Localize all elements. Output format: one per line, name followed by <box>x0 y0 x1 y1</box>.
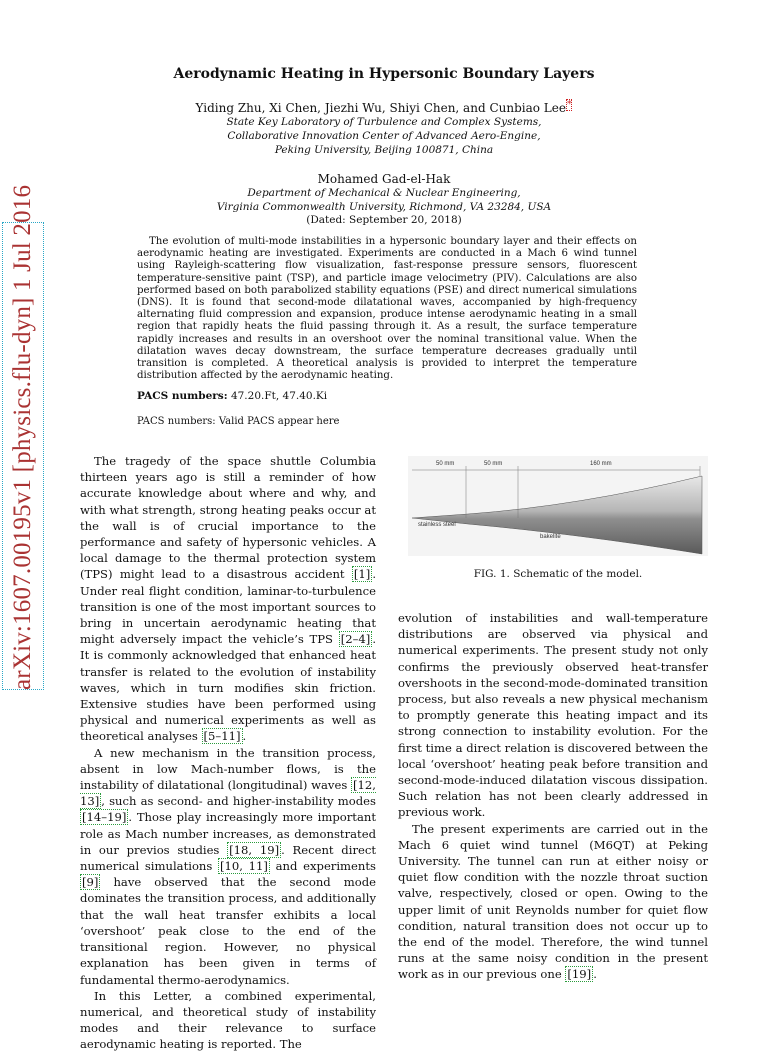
affiliation-2-line-2: Virginia Commonwealth University, Richmond, VA 23284, USA <box>216 201 552 213</box>
pacs-label: PACS numbers: <box>137 390 228 402</box>
pacs-line <box>137 390 327 402</box>
citation-link[interactable]: [9] <box>82 875 99 890</box>
pacs-values: 47.20.Ft, 47.40.Ki <box>230 390 328 402</box>
affiliation-1-line-2: Collaborative Innovation Center of Advanced Aero-Engine, <box>227 130 541 142</box>
dim-label-1: 50 mm <box>436 461 455 467</box>
arxiv-identifier[interactable]: arXiv:1607.00195v1 [physics.flu-dyn] 1 Jul 2016 <box>9 184 36 690</box>
citation-link[interactable]: [14–19] <box>82 810 127 825</box>
pacs-note: PACS numbers: Valid PACS appear here <box>137 416 340 427</box>
left-paragraph-2: A new mechanism in the transition process, absent in low Mach-number flows, is the instability of dilatational (longitudinal) waves [12, 13] , such as second- and higher-instability modes [14–19] . Those play increasingly more important role as Mach number increases, as demonstrated in our previos studies [18, 19] . Recent direct numerical simulations [10, 11] and experiments [9] have observed that the second mode dominates the transition process, and additionally that the wall heat transfer exhibits a local ‘overshoot’ peak close to the end of the transitional region. However, no physical explanation has been given in terms of fundamental thermo-aerodynamics. <box>80 745 376 987</box>
affiliation-1-line-3: Peking University, Beijing 100871, China <box>274 144 494 156</box>
stainless-steel-label: stainless steel <box>418 522 456 528</box>
right-column <box>398 610 708 983</box>
right-paragraph-2: The present experiments are carried out in the Mach 6 quiet wind tunnel (M6QT) at Peking University. The tunnel can run at either noisy or quiet flow condition with the nozzle throat suction valve, respectively, closed or open. Owing to the upper limit of unit Reynolds number for quiet flow condition, natural transition does not occur up to the end of the model. Therefore, the wind tunnel runs at the same noisy condition in the present work as in our previous one [19] . <box>398 821 708 982</box>
author-2: Mohamed Gad-el-Hak <box>317 172 451 186</box>
authors-text: Yiding Zhu, Xi Chen, Jiezhi Wu, Shiyi Chen, and Cunbiao Lee <box>195 101 566 115</box>
left-column <box>80 453 376 1053</box>
dated-line: (Dated: September 20, 2018) <box>306 214 462 226</box>
paper-title: Aerodynamic Heating in Hypersonic Boundary Layers <box>173 66 595 82</box>
affiliation-1-line-1: State Key Laboratory of Turbulence and Complex Systems, <box>226 116 542 128</box>
figure-1-schematic <box>408 456 708 556</box>
citation-link[interactable]: [2–4] <box>340 632 371 647</box>
figure-caption: FIG. 1. Schematic of the model. <box>473 568 643 580</box>
corresponding-author-mark[interactable]: * <box>566 100 572 110</box>
left-paragraph-1: The tragedy of the space shuttle Columbia thirteen years ago is still a reminder of how accurate knowledge about where and why, and with what strength, strong heating peaks occur at the wall is of crucial importance to the performance and safety of hypersonic vehicles. A local damage to the thermal protection system (TPS) might lead to a disastrous accident [1] . Under real flight condition, laminar-to-turbulence transition is one of the most important sources to bring in uncertain aerodynamic heating that might adversely impact the vehicle’s TPS [2–4] . It is commonly acknowledged that enhanced heat transfer is related to the evolution of instability waves, which in turn modifies skin friction. Extensive studies have been performed using physical and numerical experiments as well as theoretical analyses [5–11] . <box>80 454 376 744</box>
dim-label-2: 50 mm <box>484 461 503 467</box>
dim-label-3: 160 mm <box>590 461 612 467</box>
citation-link[interactable]: [5–11] <box>203 729 241 744</box>
citation-link[interactable]: [12, 13] <box>80 778 376 809</box>
author-list <box>0 100 768 115</box>
left-paragraph-3: In this Letter, a combined experimental, numerical, and theoretical study of instability modes and their relevance to surface aerodynamic heating is reported. The <box>80 988 376 1052</box>
model-schematic-svg <box>408 456 708 556</box>
abstract: The evolution of multi-mode instabilities in a hypersonic boundary layer and their effects on aerodynamic heating are investigated. Experiments are conducted in a Mach 6 wind tunnel using Rayleigh-scattering flow visualization, fast-response pressure sensors, fluorescent temperature-sensitive paint (TSP), and particle image velocimetry (PIV). Calculations are also performed based on both parabolized stability equations (PSE) and direct numerical simulations (DNS). It is found that second-mode dilatational waves, accompanied by high-frequency alternating fluid compression and expansion, produce intense aerodynamic heating in a small region that rapidly heats the fluid passing through it. As a result, the surface temperature rapidly increases and results in an overshoot over the nominal transitional value. When the dilatation waves decay downstream, the surface temperature decreases gradually until transition is completed. A theoretical analysis is provided to interpret the temperature distribution affected by the aerodynamic heating. <box>137 236 637 382</box>
right-paragraph-1: evolution of instabilities and wall-temperature distributions are observed via physical and numerical experiments. The present study not only confirms the previously observed heat-transfer overshoots in the second-mode-dominated transition process, but also reveals a new physical mechanism to promptly generate this heating impact and its strong connection to instability evolution. For the first time a direct relation is discovered between the local ‘overshoot’ heating peak before transition and second-mode-induced dilatation viscous dissipation. Such relation has not been clearly addressed in previous work. <box>398 611 708 820</box>
citation-link[interactable]: [1] <box>353 567 371 582</box>
citation-link[interactable]: [19] <box>567 967 592 982</box>
citation-link[interactable]: [18, 19] <box>229 842 280 857</box>
citation-link[interactable]: [10, 11] <box>220 859 268 874</box>
bakelite-label: bakelite <box>540 534 561 540</box>
affiliation-2-line-1: Department of Mechanical & Nuclear Engineering, <box>247 187 521 199</box>
